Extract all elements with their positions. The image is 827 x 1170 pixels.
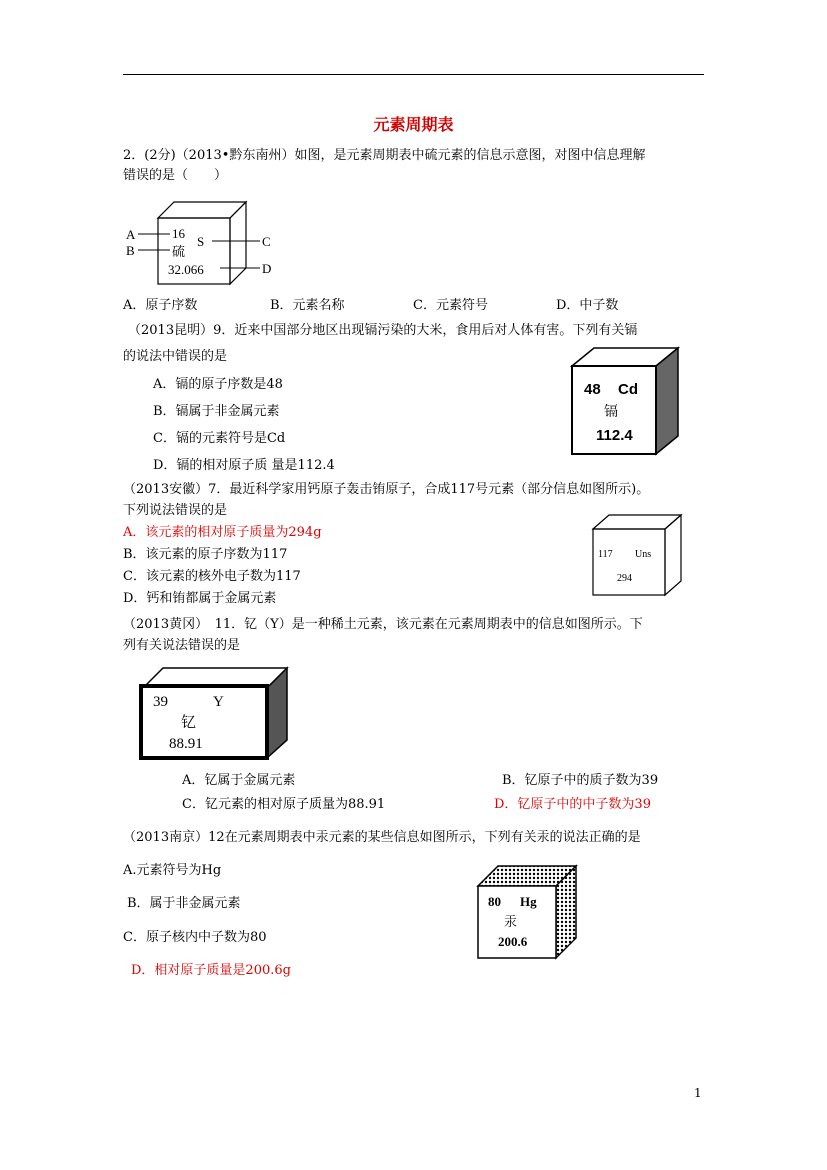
element-symbol: Cd: [618, 381, 638, 398]
element-symbol: Uns: [635, 549, 652, 560]
cadmium-element-figure: [570, 344, 682, 458]
q5-stem-line1: （2013南京）12在元素周期表中汞元素的某些信息如图所示，下列有关汞的说法正确的是: [123, 830, 641, 845]
q2-stem-line2: 的说法中错误的是: [123, 349, 228, 364]
atomic-number: 39: [153, 694, 168, 710]
q3-stem-line2: 下列说法错误的是: [123, 503, 228, 518]
element-name: 硫: [172, 245, 186, 260]
element-symbol: Y: [213, 694, 224, 710]
sulfur-element-figure: [122, 198, 282, 288]
q2-option-c: C．镉的元素符号是Cd: [153, 431, 286, 446]
q4-option-a: A．钇属于金属元素: [182, 773, 296, 788]
q4-stem-line2: 列有关说法错误的是: [123, 638, 241, 653]
q3-option-d: D．钙和铕都属于金属元素: [123, 591, 277, 606]
q3-option-a: A．该元素的相对原子质量为294g: [123, 525, 322, 540]
atomic-number: 48: [584, 381, 601, 398]
q2-option-b: B．镉属于非金属元素: [153, 404, 280, 419]
q3-option-b: B．该元素的原子序数为117: [123, 547, 288, 562]
atomic-number: 16: [172, 226, 185, 241]
atomic-mass: 200.6: [498, 934, 528, 949]
q2-stem-line1: （2013昆明）9．近来中国部分地区出现镉污染的大米，食用后对人体有害。下列有关镉: [128, 323, 638, 338]
element-name: 汞: [504, 915, 518, 930]
uns-element-figure: [591, 513, 685, 599]
element-symbol: S: [197, 234, 205, 249]
page-number: 1: [694, 1086, 702, 1100]
q1-stem-line1: 2．(2分)（2013•黔东南州）如图，是元素周期表中硫元素的信息示意图，对图中信息理解: [123, 148, 646, 163]
q4-option-d: D．钇原子中的中子数为39: [494, 797, 651, 812]
atomic-mass: 32.066: [168, 262, 204, 277]
q3-stem-line1: （2013安徽）7．最近科学家用钙原子轰击铕原子，合成117号元素（部分信息如图所示)。: [123, 482, 650, 497]
label-c: C: [262, 234, 271, 249]
q1-option-b: B．元素名称: [270, 298, 345, 313]
header-rule: [123, 74, 704, 75]
label-b: B: [126, 243, 135, 258]
mercury-element-figure: [476, 864, 580, 960]
q1-option-c: C．元素符号: [413, 298, 488, 313]
page-title: 元素周期表: [373, 115, 454, 134]
q1-option-a: A．原子序数: [123, 298, 198, 313]
q4-option-b: B．钇原子中的质子数为39: [502, 773, 659, 788]
q2-option-d: D．镉的相对原子质 量是112.4: [153, 458, 335, 473]
q5-option-c: C．原子核内中子数为80: [123, 930, 267, 945]
q4-option-c: C．钇元素的相对原子质量为88.91: [182, 797, 386, 812]
q1-option-d: D．中子数: [556, 298, 619, 313]
yttrium-element-figure: [137, 664, 289, 760]
q2-option-a: A．镉的原子序数是48: [153, 377, 283, 392]
label-a: A: [126, 227, 136, 242]
q3-option-c: C．该元素的核外电子数为117: [123, 569, 301, 584]
q5-option-d: D．相对原子质量是200.6g: [131, 963, 291, 978]
atomic-mass: 294: [617, 573, 632, 584]
element-name: 镉: [604, 404, 618, 420]
atomic-number: 80: [488, 894, 501, 909]
element-symbol: Hg: [520, 894, 537, 909]
q4-stem-line1: （2013黄冈） 11．钇（Y）是一种稀土元素，该元素在元素周期表中的信息如图所示。下: [123, 617, 643, 632]
element-name: 钇: [181, 713, 197, 731]
atomic-mass: 112.4: [596, 427, 633, 444]
atomic-number: 117: [598, 549, 613, 560]
q5-option-b: B．属于非金属元素: [127, 896, 241, 911]
q1-stem-line2: 错误的是（ ）: [123, 168, 228, 183]
q5-option-a: A.元素符号为Hg: [123, 863, 222, 878]
atomic-mass: 88.91: [169, 736, 203, 752]
label-d: D: [262, 261, 272, 276]
